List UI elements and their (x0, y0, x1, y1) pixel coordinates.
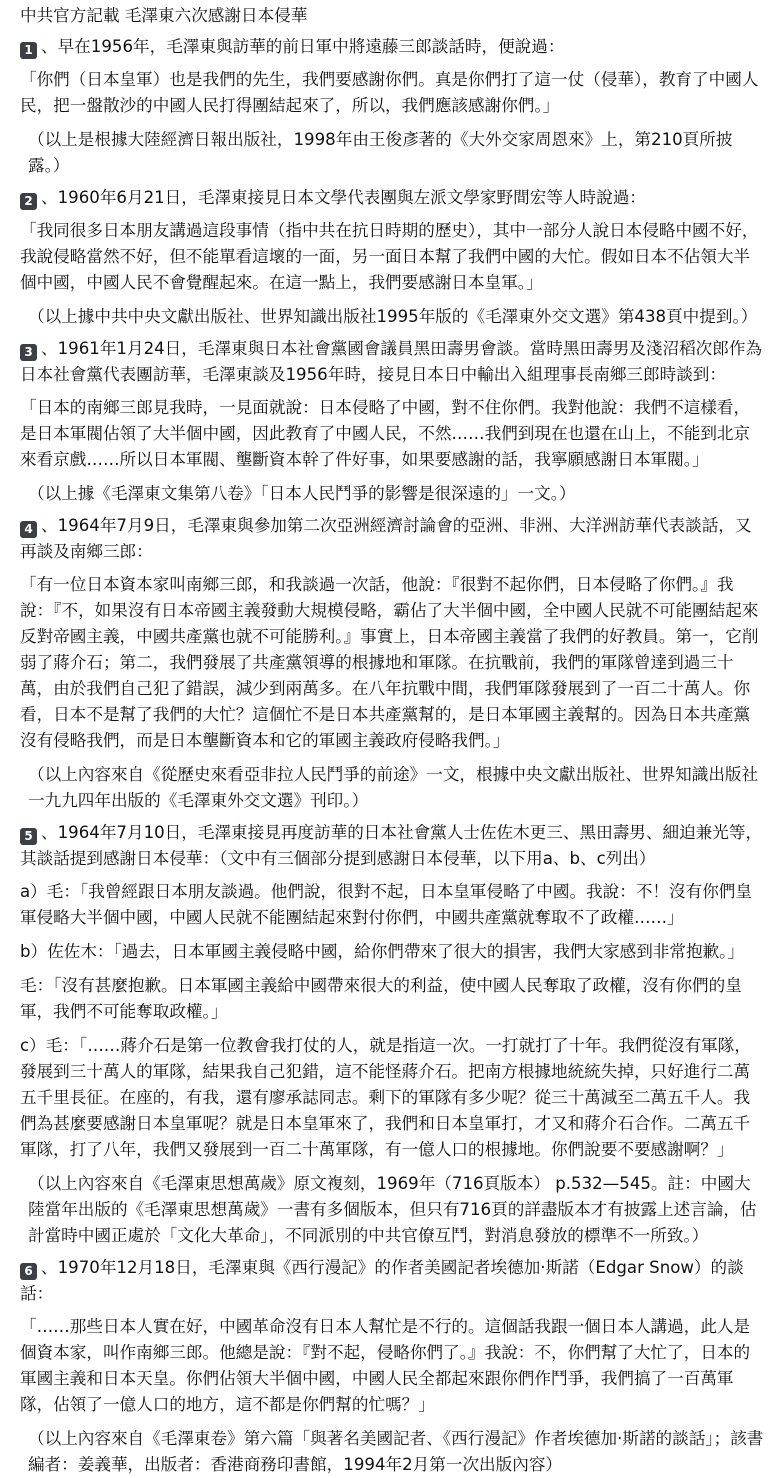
section-source: （以上內容來自《毛澤東思想萬歲》原文複刻，1969年（716頁版本） p.532—545。註：中國大陸當年出版的《毛澤東思想萬歲》一書有多個版本，但只有716頁的詳盡版本才有披露上述言論，估計當時中國正處於「文化大革命」，不同派別的中共官僚互鬥，對消息發放的標準不一所致。） (28, 1174, 757, 1245)
dialog-item-a (20, 879, 764, 931)
section-1 (20, 34, 764, 179)
speaker-label: c）毛： (20, 1036, 79, 1055)
section-6 (20, 1255, 764, 1478)
section-quote: 「我同很多日本朋友講過這段事情（指中共在抗日時期的歷史），其中一部分人說日本侵略中國不好，我說侵略當然不好，但不能單看這壞的一面，另一面日本幫了我們中國的大忙。假如日本不佔領大半個中國，中國人民不會覺醒起來。在這一點上，我們要感謝日本皇軍。」 (20, 221, 759, 292)
number-2-icon: 2 (20, 193, 37, 210)
section-source: （以上據中共中央文獻出版社、世界知識出版社1995年版的《毛澤東外交文選》第438頁中提到。） (28, 307, 758, 326)
speaker-label: 毛： (20, 976, 54, 995)
dialog-text: 「……蔣介石是第一位教會我打仗的人，就是指這一次。一打就打了十年。我們從沒有軍隊，發展到三十萬人的軍隊，結果我自己犯錯，這不能怪蔣介石。把南方根據地統統失掉，只好進行二萬五千里長征。在座的，有我，還有廖承誌同志。剩下的軍隊有多少呢？從三十萬減至二萬五千人。我們為甚麼要感謝日本皇軍呢？就是日本皇軍來了，我們和日本皇軍打，才又和蔣介石合作。二萬五千軍隊，打了八年，我們又發展到一百二十萬軍隊，有一億人口的根據地。你們說要不要感謝啊？」 (20, 1036, 751, 1159)
dialog-item-c (20, 1033, 764, 1163)
section-heading (20, 185, 764, 211)
section-heading-text: 、1964年7月9日，毛澤東與參加第二次亞洲經濟討論會的亞洲、非洲、大洋洲訪華代表談話，又再談及南鄉三郎： (20, 516, 752, 561)
section-heading (20, 820, 764, 872)
number-5-icon: 5 (20, 828, 37, 845)
section-heading (20, 34, 764, 60)
speaker-label: a）毛： (20, 882, 80, 901)
section-source: （以上據《毛澤東文集第八卷》「日本人民鬥爭的影響是很深遠的」一文。） (28, 484, 576, 503)
dialog-item-b (20, 939, 764, 965)
number-1-icon: 1 (20, 42, 37, 59)
section-heading (20, 513, 764, 565)
speaker-label: b）佐佐木： (20, 942, 114, 961)
dialog-item-b-reply (20, 973, 764, 1025)
number-3-icon: 3 (20, 344, 37, 361)
section-source: （以上是根據大陸經濟日報出版社，1998年由王俊彥著的《大外交家周恩來》上，第210頁所披露。） (28, 130, 733, 175)
document-title: 中共官方記載 毛澤東六次感謝日本侵華 (20, 6, 308, 25)
section-heading-text: 、1970年12月18日，毛澤東與《西行漫記》的作者美國記者埃德加·斯諾（Edgar Snow）的談話： (20, 1258, 744, 1303)
section-heading (20, 336, 764, 388)
section-quote: 「你們（日本皇軍）也是我們的先生，我們要感謝你們。真是你們打了這一仗（侵華），教育了中國人民，把一盤散沙的中國人民打得團結起來了，所以，我們應該感謝你們。」 (20, 70, 759, 115)
section-5 (20, 820, 764, 1249)
section-4 (20, 513, 764, 814)
number-6-icon: 6 (20, 1263, 37, 1280)
section-source: （以上內容來自《從歷史來看亞非拉人民鬥爭的前途》一文，根據中央文獻出版社、世界知識出版社一九九四年出版的《毛澤東外交文選》刊印。） (28, 765, 759, 810)
section-heading-text: 、1960年6月21日，毛澤東接見日本文學代表團與左派文學家野間宏等人時說過： (41, 188, 646, 207)
section-heading (20, 1255, 764, 1307)
dialog-text: 「沒有甚麼抱歉。日本軍國主義給中國帶來很大的利益，使中國人民奪取了政權，沒有你們的皇軍，我們不可能奪取政權。」 (20, 976, 742, 1021)
section-source: （以上內容來自《毛澤東卷》第六篇「與著名美國記者、《西行漫記》作者埃德加·斯諾的談話」；該書編者：姜義華，出版者：香港商務印書館，1994年2月第一次出版內容） (28, 1429, 764, 1474)
section-quote: 「有一位日本資本家叫南鄉三郎，和我談過一次話，他說：『很對不起你們，日本侵略了你們。』我說：『不，如果沒有日本帝國主義發動大規模侵略，霸佔了大半個中國，全中國人民就不可能團結起來反對帝國主義，中國共產黨也就不可能勝利。』事實上，日本帝國主義當了我們的好教員。第一，它削弱了蔣介石；第二，我們發展了共產黨領導的根據地和軍隊。在抗戰前，我們的軍隊曾達到過三十萬，由於我們自己犯了錯誤，減少到兩萬多。在八年抗戰中間，我們軍隊發展到了一百二十萬人。你看，日本不是幫了我們的大忙？這個忙不是日本共產黨幫的，是日本軍國主義幫的。因為日本共產黨沒有侵略我們，而是日本壟斷資本和它的軍國主義政府侵略我們。」 (20, 575, 759, 750)
number-4-icon: 4 (20, 521, 37, 538)
section-2 (20, 185, 764, 330)
section-heading-text: 、1964年7月10日，毛澤東接見再度訪華的日本社會黨人士佐佐木更三、黑田壽男、細迫兼光等，其談話提到感謝日本侵華：（文中有三個部分提到感謝日本侵華，以下用a、b、c列出） (20, 823, 763, 868)
section-quote: 「日本的南鄉三郎見我時，一見面就說：日本侵略了中國，對不住你們。我對他說：我們不這樣看，是日本軍閥佔領了大半個中國，因此教育了中國人民，不然……我們到現在也還在山上，不能到北京來看京戲……所以日本軍閥、壟斷資本幹了件好事，如果要感謝的話，我寧願感謝日本軍閥。」 (20, 398, 751, 469)
section-heading-text: 、1961年1月24日，毛澤東與日本社會黨國會議員黑田壽男會談。當時黑田壽男及淺沼稻次郎作為日本社會黨代表團訪華，毛澤東談及1956年時，接見日本日中輸出入組理事長南鄉三郎時談到： (20, 339, 763, 384)
dialog-text: 「過去，日本軍國主義侵略中國，給你們帶來了很大的損害，我們大家感到非常抱歉。」 (113, 942, 745, 961)
section-heading-text: 、早在1956年，毛澤東與訪華的前日軍中將遠藤三郎談話時，便說過： (41, 37, 565, 56)
section-3 (20, 336, 764, 507)
section-quote: 「……那些日本人實在好，中國革命沒有日本人幫忙是不行的。這個話我跟一個日本人講過，此人是個資本家，叫作南鄉三郎。他總是說：『對不起，侵略你們了。』我說：不，你們幫了大忙了，日本的軍國主義和日本天皇。你們佔領大半個中國，中國人民全都起來跟你們作鬥爭，我們搞了一百萬軍隊，佔領了一億人口的地方，這不都是你們幫的忙嗎？」 (20, 1317, 751, 1414)
dialog-text: 「我曾經跟日本朋友談過。他們說，很對不起，日本皇軍侵略了中國。我說：不！沒有你們皇軍侵略大半個中國，中國人民就不能團結起來對付你們，中國共產黨就奪取不了政權……」 (20, 882, 752, 927)
